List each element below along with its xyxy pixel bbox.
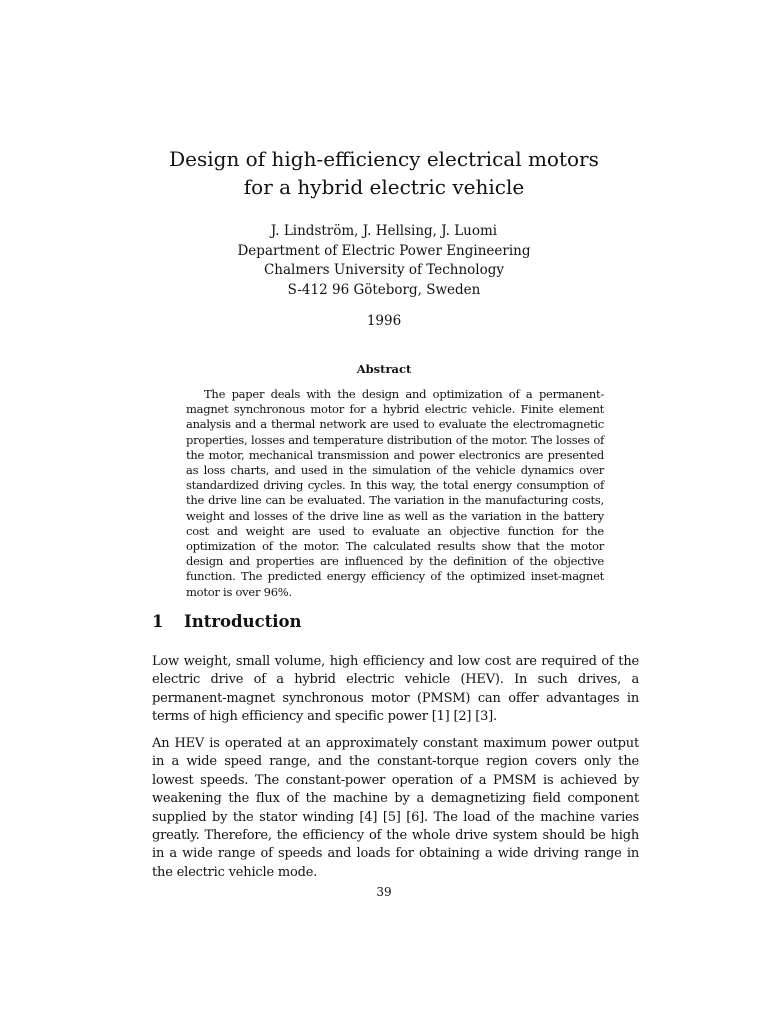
section-title: Introduction [184,612,302,631]
abstract-heading: Abstract [356,362,412,376]
author-university: Chalmers University of Technology [263,262,505,278]
author-block [0,222,768,300]
publication-year: 1996 [366,313,402,329]
abstract-body: The paper deals with the design and optimization of a permanent-magnet synchronous motor for a hybrid electric vehicle. Finite element analysis and a thermal network are used to evaluate the electromagnetic properties, losses and temperature distribution of the motor. The losses of the motor, mechanical transmission and power electronics are presented as loss charts, and used in the simulation of the vehicle dynamics over standardized driving cycles. In this way, the total energy consumption of the drive line can be evaluated. The variation in the manufacturing costs, weight and losses of the drive line as well as the variation in the battery cost and weight are used to evaluate an objective function for the optimization of the motor. The calculated results show that the motor design and properties are influenced by the definition of the objective function. The predicted energy efficiency of the optimized inset-magnet motor is over 96%. [186,387,604,599]
author-address: S-412 96 Göteborg, Sweden [287,281,481,298]
intro-paragraph-2: An HEV is operated at an approximately constant maximum power output in a wide speed range, and the constant-torque region covers only the lowest speeds. The constant-power operation of a PMSM is achieved by weakening the flux of the machine by a demagnetizing field component supplied by the stator winding [4] [5] [6]. The load of the machine varies greatly. Therefore, the efficiency of the whole drive system should be high in a wide range of speeds and loads for obtaining a wide driving range in the electric vehicle mode. [152,736,639,880]
author-names: J. Lindström, J. Hellsing, J. Luomi [270,223,498,239]
title-line-1: Design of high-efficiency electrical motors [169,147,599,171]
section-number: 1 [152,612,164,631]
title-line-2: for a hybrid electric vehicle [243,175,525,199]
page-number: 39 [376,885,392,899]
author-department: Department of Electric Power Engineering [237,242,531,259]
paper-title [0,145,768,201]
intro-paragraph-1: Low weight, small volume, high efficiency and low cost are required of the electric drive of a hybrid electric vehicle (HEV). In such drives, a permanent-magnet synchronous motor (PMSM) can offer advantages in terms of high efficiency and specific power [1] [2] [3]. [152,654,639,725]
section-heading [152,612,302,631]
